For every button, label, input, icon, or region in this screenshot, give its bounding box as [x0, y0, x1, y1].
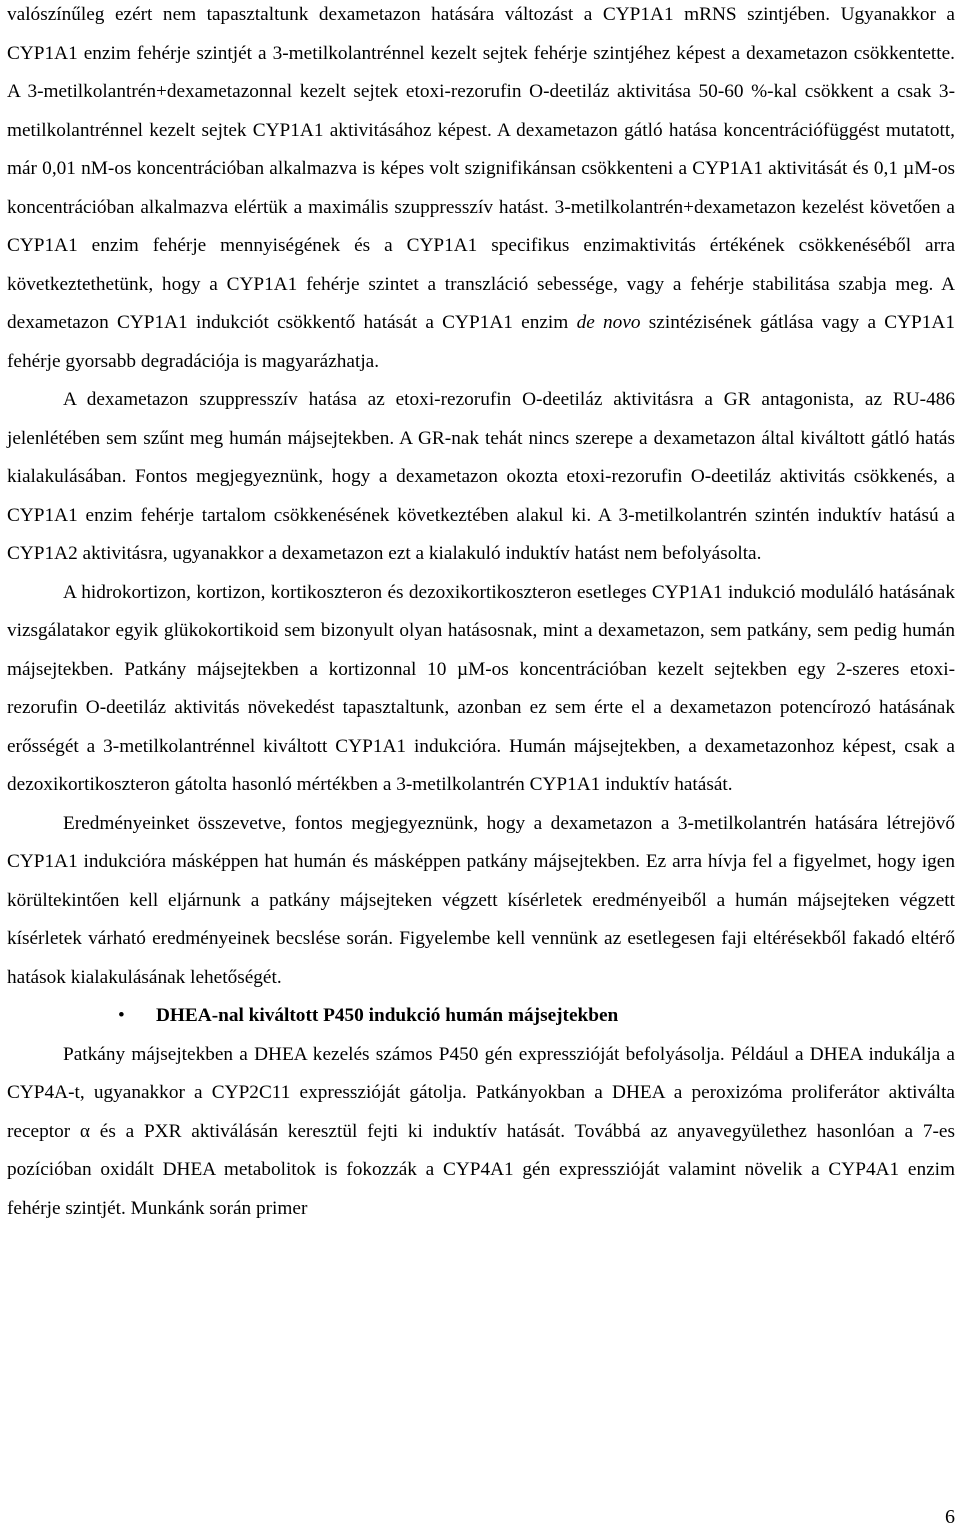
paragraph-2-text: A dexametazon szuppresszív hatása az etoxi-rezorufin O-deetiláz aktivitásra a GR antagonista, az RU-486 jelenlétében sem szűnt meg humán májsejtekben. A GR-nak tehát nincs szerepe a dexametazon által kiváltott gátló hatás kialakulásában. Fontos megjegyeznünk, hogy a dexametazon okozta etoxi-rezorufin O-deetiláz aktivitás csökkenés, a CYP1A1 enzim fehérje tartalom csökkenésének következtében alakul ki. A 3-metilkolantrén szintén induktív hatású a CYP1A2 aktivitásra, ugyanakkor a dexametazon ezt a kialakuló induktív hatást nem befolyásolta. — [7, 389, 955, 564]
paragraph-1 — [7, 0, 955, 381]
paragraph-1-text-a: valószínűleg ezért nem tapasztaltunk dexametazon hatására változást a CYP1A1 mRNS szintjében. Ugyanakkor a CYP1A1 enzim fehérje szintjét a 3-metilkolantrénnel kezelt sejtek fehérje szintjéhez képest a dexametazon csökkentette. A 3-metilkolantrén+dexametazonnal kezelt sejtek etoxi-rezorufin O-deetiláz aktivitása 50-60 %-kal csökkent a csak 3-metilkolantrénnel kezelt sejtek CYP1A1 aktivitásához képest. A dexametazon gátló hatása koncentrációfüggést mutatott, már 0,01 nM-os koncentrációban alkalmazva is képes volt szignifikánsan csökkenteni a CYP1A1 aktivitását és 0,1 µM-os koncentrációban alkalmazva elértük a maximális szuppresszív hatást. 3-metilkolantrén+dexametazon kezelést követően a CYP1A1 enzim fehérje mennyiségének és a CYP1A1 specifikus enzimaktivitás értékének csökkenéséből arra következtethetünk, hogy a CYP1A1 fehérje szintet a transzláció sebessége, vagy a fehérje stabilitása szabja meg. A dexametazon CYP1A1 indukciót csökkentő hatását a CYP1A1 enzim — [7, 4, 955, 333]
paragraph-3-text: A hidrokortizon, kortizon, kortikoszteron és dezoxikortikoszteron esetleges CYP1A1 indukció moduláló hatásának vizsgálatakor egyik glükokortikoid sem bizonyult olyan hatásosnak, mint a dexametazon, sem patkány, sem pedig humán májsejtekben. Patkány májsejtekben a kortizonnal 10 µM-os koncentrációban kezelt sejtekben egy 2-szeres etoxi-rezorufin O-deetiláz aktivitás növekedést tapasztaltunk, azonban ez sem érte el a dexametazon potencírozó hatásának erősségét a 3-metilkolantrénnel kiváltott CYP1A1 indukcióra. Humán májsejtekben, a dexametazonhoz képest, csak a dezoxikortikoszteron gátolta hasonló mértékben a 3-metilkolantrén CYP1A1 induktív hatását. — [7, 581, 955, 795]
paragraph-1-italic-term: de novo — [576, 312, 641, 333]
paragraph-5 — [7, 1036, 955, 1229]
section-heading — [7, 997, 955, 1036]
page-number: 6 — [945, 1506, 955, 1528]
document-page — [7, 0, 955, 1228]
section-heading-text: DHEA-nal kiváltott P450 indukció humán májsejtekben — [156, 1005, 619, 1026]
paragraph-5-text: Patkány májsejtekben a DHEA kezelés számos P450 gén expresszióját befolyásolja. Például a DHEA indukálja a CYP4A-t, ugyanakkor a CYP2C11 expresszióját gátolja. Patkányokban a DHEA a peroxizóma proliferátor aktiválta receptor α és a PXR aktiválásán keresztül fejti ki induktív hatását. Továbbá az anyavegyülethez hasonlóan a 7-es pozícióban oxidált DHEA metabolitok is fokozzák a CYP4A1 gén expresszióját valamint növelik a CYP4A1 enzim fehérje szintjét. Munkánk során primer — [7, 1043, 955, 1219]
bullet-icon: • — [118, 1005, 125, 1026]
paragraph-3 — [7, 574, 955, 805]
paragraph-1-text-b: szintézisének gátlása vagy a CYP1A1 fehérje gyorsabb degradációja is magyarázhatja. — [7, 312, 955, 372]
paragraph-2 — [7, 381, 955, 574]
paragraph-4-text: Eredményeinket összevetve, fontos megjegyeznünk, hogy a dexametazon a 3-metilkolantrén hatására létrejövő CYP1A1 indukcióra másképpen hat humán és másképpen patkány májsejtekben. Ez arra hívja fel a figyelmet, hogy igen körültekintően kell eljárnunk a patkány májsejteken végzett kísérletek eredményeiből a humán májsejteken végzett kísérletek várható eredményeinek becslése során. Figyelembe kell vennünk az esetlegesen faji eltérésekből fakadó eltérő hatások kialakulásának lehetőségét. — [7, 812, 955, 988]
paragraph-4 — [7, 805, 955, 998]
